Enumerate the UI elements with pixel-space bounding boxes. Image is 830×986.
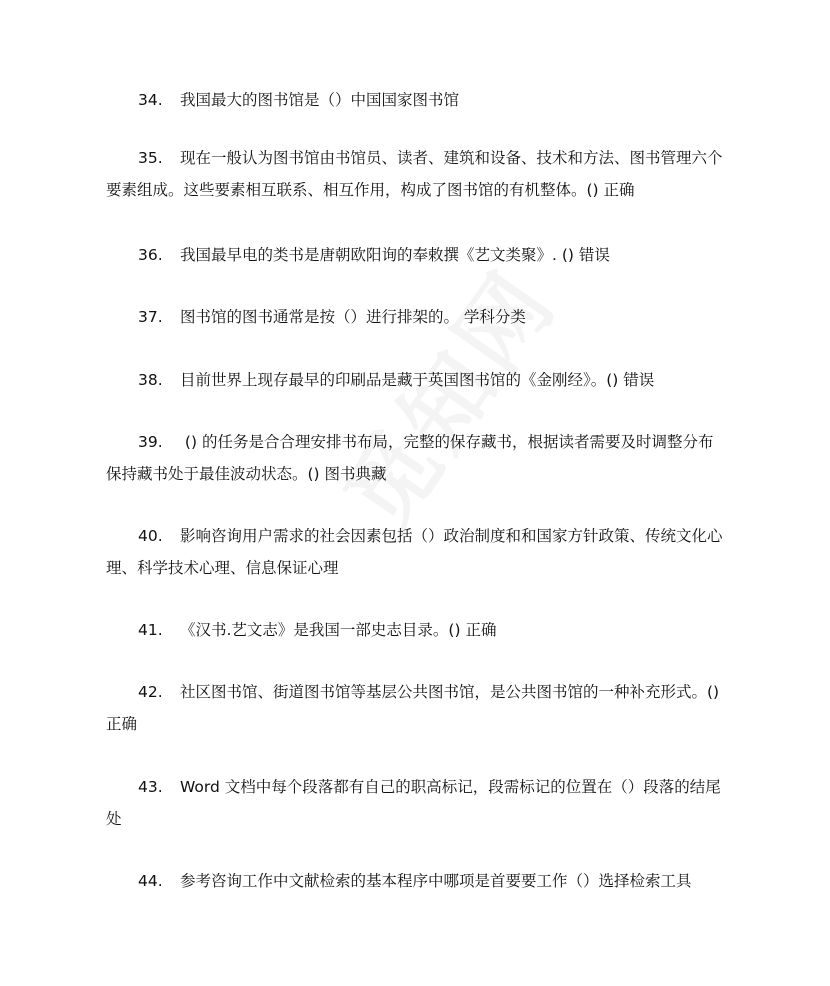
question-text: 社区图书馆、街道图书馆等基层公共图书馆，是公共图书馆的一种补充形式。(): [180, 683, 720, 701]
question-number: 37.: [138, 308, 163, 326]
question-line: [138, 871, 692, 891]
question-number: 44.: [138, 872, 163, 890]
question-number: 43.: [138, 778, 163, 796]
question-continuation: [106, 180, 635, 200]
question-number: 34.: [138, 91, 163, 109]
question-number: 38.: [138, 371, 163, 389]
question-text: 我国最早电的类书是唐朝欧阳询的奉敕撰《艺文类聚》. () 错误: [180, 246, 610, 264]
question-continuation: [106, 464, 387, 484]
watermark: [308, 240, 580, 550]
question-text: 要素组成。这些要素相互联系、相互作用，构成了图书馆的有机整体。() 正确: [106, 181, 635, 199]
question-continuation: [106, 809, 122, 829]
question-number: 40.: [138, 527, 163, 545]
question-text: 处: [106, 810, 122, 828]
question-text: 图书馆的图书通常是按（）进行排架的。 学科分类: [180, 308, 526, 326]
question-line: [138, 370, 654, 390]
question-text: 影响咨询用户需求的社会因素包括（）政治制度和和国家方针政策、传统文化心: [180, 527, 723, 545]
question-continuation: [106, 558, 339, 578]
question-number: 42.: [138, 683, 163, 701]
question-text: 参考咨询工作中文献检索的基本程序中哪项是首要要工作（）选择检索工具: [180, 872, 692, 890]
question-text: 正确: [106, 715, 138, 733]
question-line: [138, 245, 610, 265]
question-line: [138, 682, 719, 702]
question-number: 39.: [138, 433, 163, 451]
question-text: 理、科学技术心理、信息保证心理: [106, 559, 339, 577]
question-text: Word 文档中每个段落都有自己的职高标记，段需标记的位置在（）段落的结尾: [180, 778, 721, 796]
question-text: () 的任务是合合理安排书布局，完整的保存藏书，根据读者需要及时调整分布: [180, 433, 714, 451]
question-line: [138, 777, 721, 797]
question-line: [138, 432, 713, 452]
question-number: 36.: [138, 246, 163, 264]
question-number: 35.: [138, 149, 163, 167]
question-line: [138, 307, 526, 327]
question-line: [138, 526, 723, 546]
question-number: 41.: [138, 621, 163, 639]
question-text: 《汉书.艺文志》是我国一部史志目录。() 正确: [180, 621, 497, 639]
question-line: [138, 90, 459, 110]
question-text: 现在一般认为图书馆由书馆员、读者、建筑和设备、技术和方法、图书管理六个: [180, 149, 723, 167]
question-text: 目前世界上现存最早的印刷品是藏于英国图书馆的《金刚经》。() 错误: [180, 371, 655, 389]
question-text: 保持藏书处于最佳波动状态。() 图书典藏: [106, 465, 387, 483]
question-line: [138, 148, 723, 168]
question-text: 我国最大的图书馆是（）中国国家图书馆: [180, 91, 460, 109]
question-continuation: [106, 714, 137, 734]
question-line: [138, 620, 496, 640]
